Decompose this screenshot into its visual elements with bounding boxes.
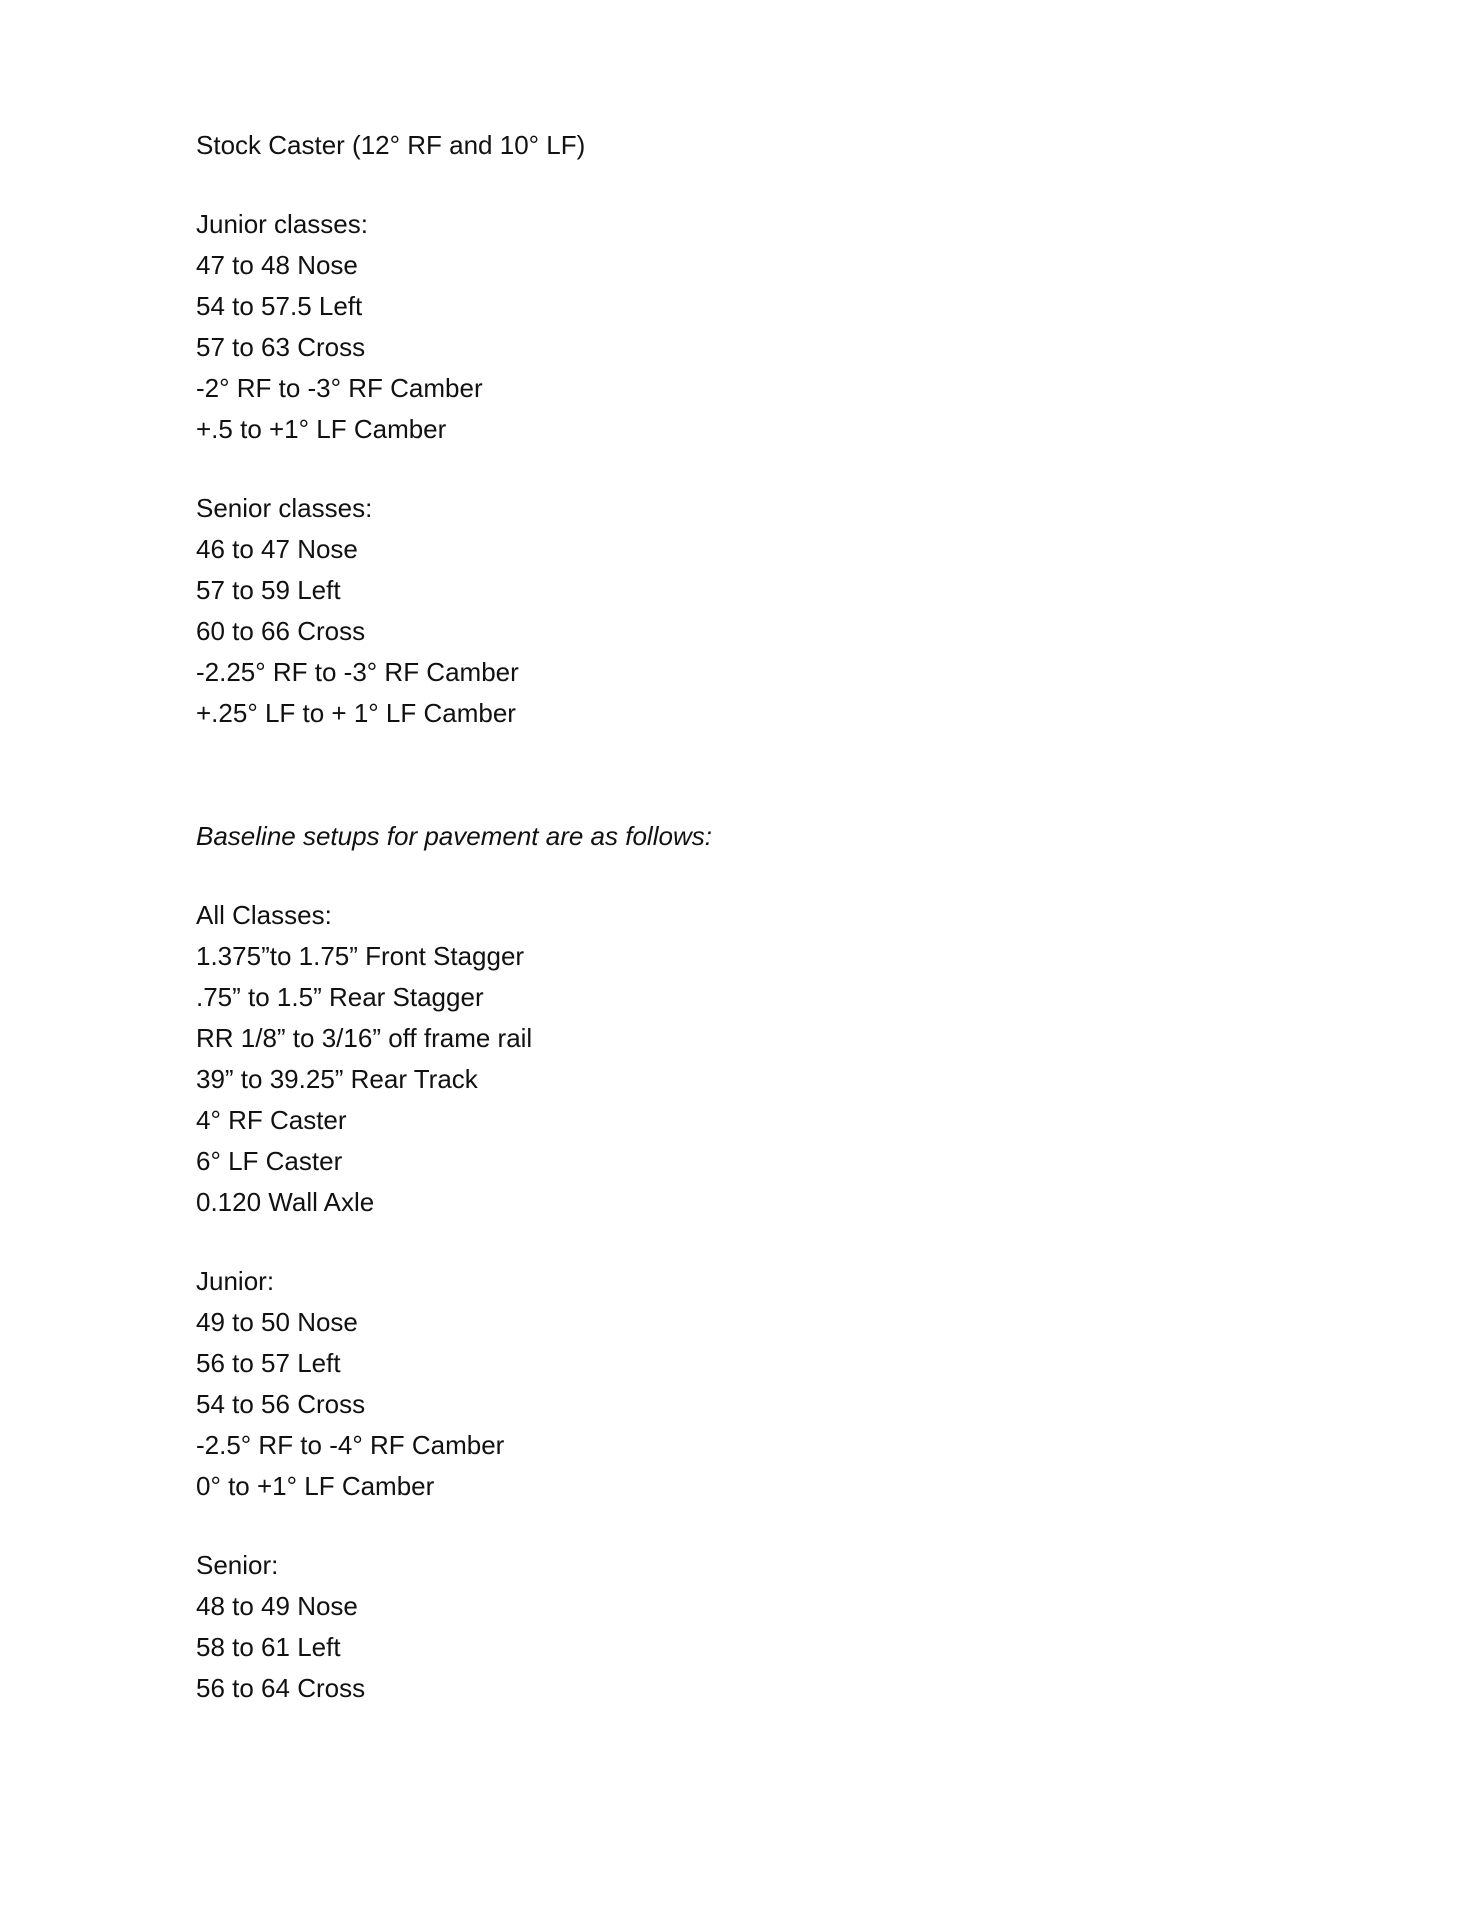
stock-senior-section (196, 488, 1296, 734)
pavement-heading: Baseline setups for pavement are as follows: (196, 821, 712, 851)
pavement-all-classes-section (196, 895, 1296, 1223)
setup-line: 1.375”to 1.75” Front Stagger (196, 941, 525, 971)
setup-line: -2.25° RF to -3° RF Camber (196, 657, 519, 687)
document-body (196, 125, 1296, 1709)
setup-line: 0° to +1° LF Camber (196, 1471, 435, 1501)
section-title: Junior: (196, 1266, 275, 1296)
setup-line: RR 1/8” to 3/16” off frame rail (196, 1023, 533, 1053)
pavement-junior-section (196, 1261, 1296, 1507)
setup-line: 49 to 50 Nose (196, 1307, 358, 1337)
spacer (196, 166, 1296, 204)
spacer (196, 1223, 1296, 1261)
setup-line: 56 to 64 Cross (196, 1673, 366, 1703)
spacer (196, 857, 1296, 895)
setup-line: 58 to 61 Left (196, 1632, 341, 1662)
setup-line: +.5 to +1° LF Camber (196, 414, 447, 444)
setup-line: 0.120 Wall Axle (196, 1187, 375, 1217)
setup-line: 54 to 57.5 Left (196, 291, 363, 321)
setup-line: 47 to 48 Nose (196, 250, 358, 280)
stock-caster-heading: Stock Caster (12° RF and 10° LF) (196, 130, 586, 160)
setup-line: -2.5° RF to -4° RF Camber (196, 1430, 505, 1460)
section-title: Senior: (196, 1550, 279, 1580)
setup-line: 57 to 59 Left (196, 575, 341, 605)
setup-line: 4° RF Caster (196, 1105, 347, 1135)
setup-line: 39” to 39.25” Rear Track (196, 1064, 478, 1094)
setup-line: -2° RF to -3° RF Camber (196, 373, 483, 403)
setup-line: 48 to 49 Nose (196, 1591, 358, 1621)
setup-line: 56 to 57 Left (196, 1348, 341, 1378)
spacer (196, 734, 1296, 816)
setup-line: 54 to 56 Cross (196, 1389, 366, 1419)
section-title: Senior classes: (196, 493, 373, 523)
setup-line: .75” to 1.5” Rear Stagger (196, 982, 484, 1012)
setup-line: 60 to 66 Cross (196, 616, 366, 646)
setup-line: 57 to 63 Cross (196, 332, 366, 362)
setup-line: 6° LF Caster (196, 1146, 343, 1176)
section-title: All Classes: (196, 900, 332, 930)
setup-line: 46 to 47 Nose (196, 534, 358, 564)
setup-line: +.25° LF to + 1° LF Camber (196, 698, 516, 728)
spacer (196, 450, 1296, 488)
spacer (196, 1507, 1296, 1545)
section-title: Junior classes: (196, 209, 368, 239)
stock-junior-section (196, 204, 1296, 450)
pavement-senior-section (196, 1545, 1296, 1709)
